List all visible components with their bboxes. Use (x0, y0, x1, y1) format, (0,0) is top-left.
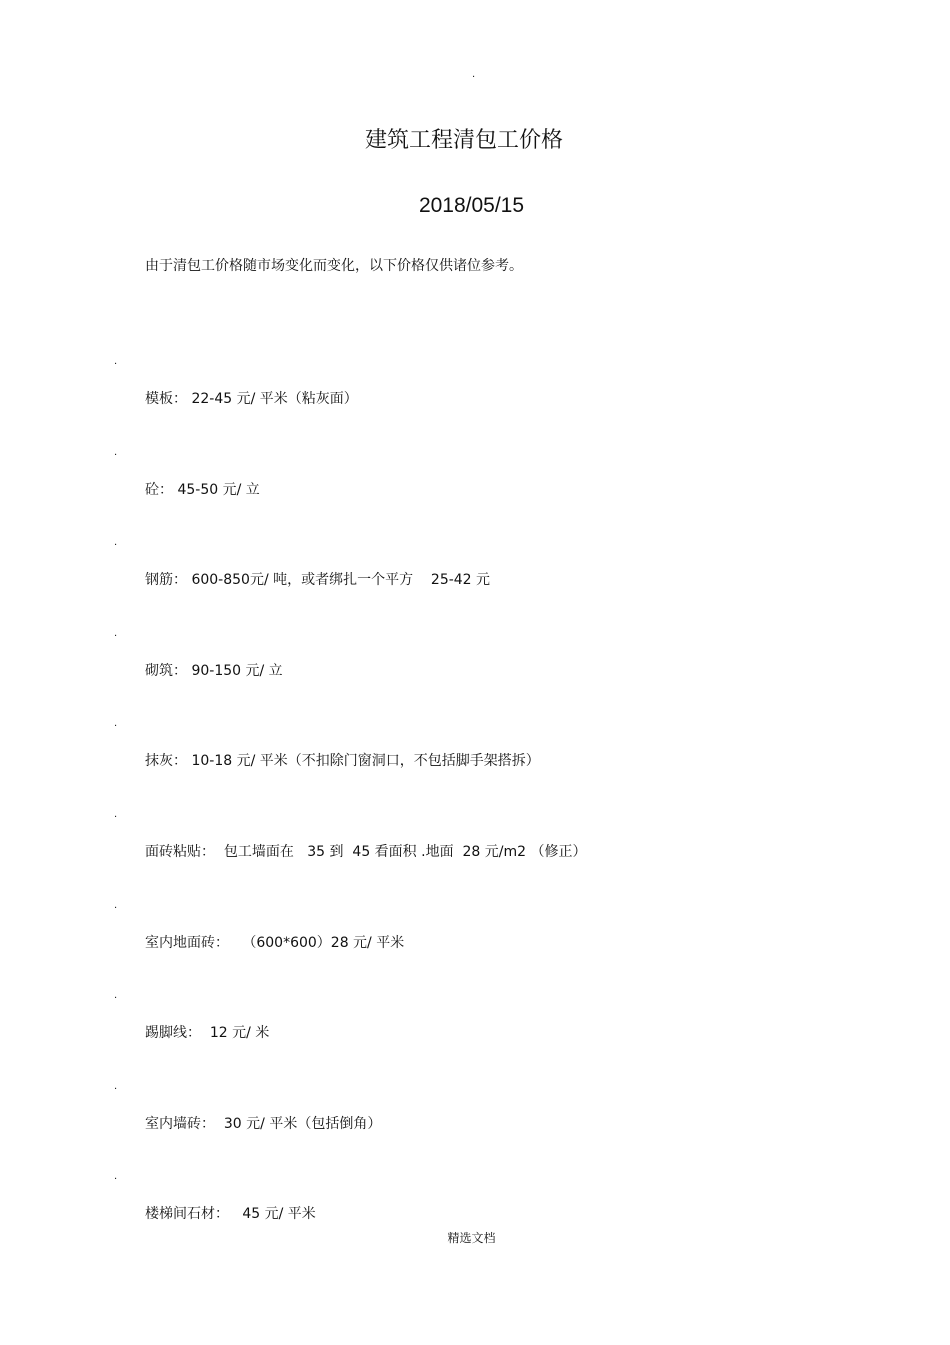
price-item (0, 988, 950, 1079)
price-item (0, 626, 950, 717)
price-item-text: 砌筑： 90-150 元/ 立 (145, 662, 283, 679)
price-item (0, 898, 950, 989)
bullet-mark: . (114, 718, 118, 730)
document-date: 2018/05/15 (418, 194, 525, 217)
price-item (0, 535, 950, 626)
bullet-mark: . (114, 1080, 118, 1092)
header-mark: . (472, 69, 476, 80)
bullet-mark: . (114, 627, 118, 639)
price-item (0, 354, 950, 445)
price-item-text: 室内墙砖： 30 元/ 平米（包括倒角） (145, 1115, 382, 1132)
price-item-text: 模板： 22-45 元/ 平米（粘灰面） (145, 391, 358, 407)
bullet-mark: . (114, 1171, 118, 1183)
bullet-mark: . (114, 537, 118, 549)
price-list (0, 354, 950, 1260)
price-item-text: 楼梯间石材： 45 元/ 平米 (145, 1206, 316, 1223)
price-item (0, 445, 950, 536)
price-item-text: 室内地面砖： （600*600）28 元/ 平米 (145, 934, 405, 951)
price-item (0, 1079, 950, 1170)
price-item-text: 钢筋： 600-850元/ 吨，或者绑扎一个平方 25-42 元 (145, 572, 491, 589)
price-item-text: 抹灰： 10-18 元/ 平米（不扣除门窗洞口，不包括脚手架搭拆） (145, 753, 540, 770)
price-item (0, 807, 950, 898)
page-footer: 精选文档 (447, 1231, 496, 1245)
document-title: 建筑工程清包工价格 (364, 128, 563, 153)
bullet-mark: . (114, 446, 118, 458)
intro-paragraph: 由于清包工价格随市场变化而变化，以下价格仅供诸位参考。 (145, 258, 523, 274)
price-item (0, 716, 950, 807)
bullet-mark: . (114, 899, 118, 911)
price-item-text: 面砖粘贴： 包工墙面在 35 到 45 看面积 .地面 28 元/m2 （修正） (145, 843, 587, 860)
price-item-text: 砼： 45-50 元/ 立 (145, 481, 260, 498)
price-item-text: 踢脚线： 12 元/ 米 (145, 1025, 270, 1042)
bullet-mark: . (114, 808, 118, 820)
bullet-mark: . (114, 356, 118, 367)
bullet-mark: . (114, 990, 118, 1002)
